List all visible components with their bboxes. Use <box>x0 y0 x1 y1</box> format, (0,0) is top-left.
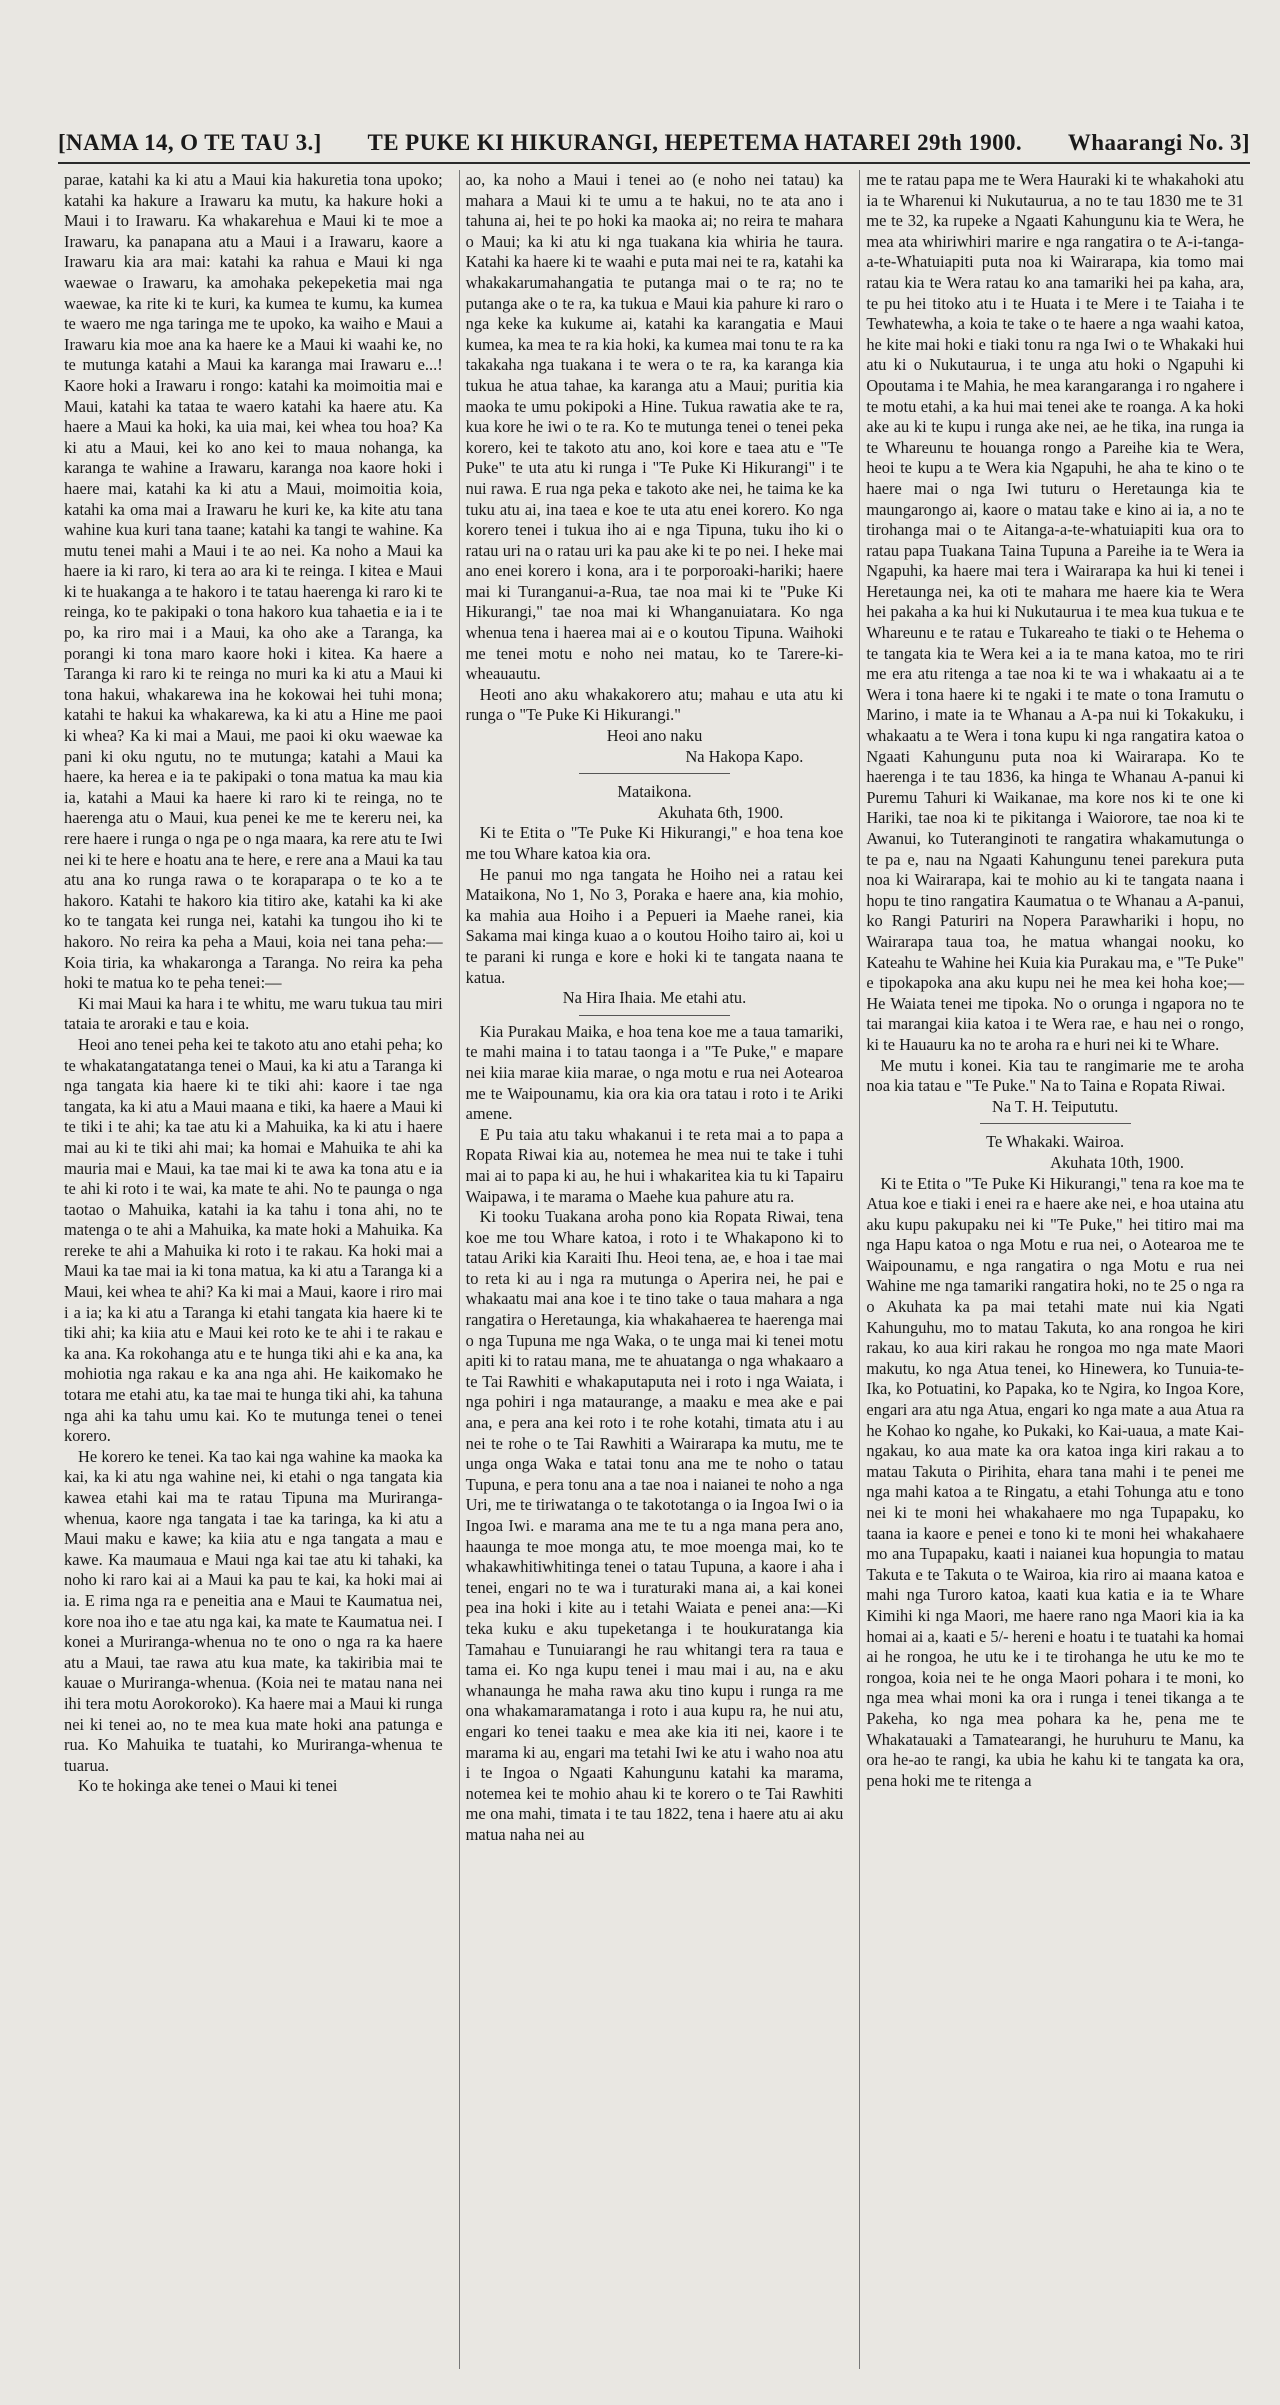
columns <box>58 170 1250 2369</box>
column-2 <box>459 170 850 2369</box>
signature: Na T. H. Teipututu. <box>991 1096 1119 1116</box>
letter-heading: Mataikona. <box>617 782 692 802</box>
paragraph: He panui mo nga tangata he Hoiho nei a ratau kei Mataikona, No 1, No 3, Poraka e haere ana, kia mohio, ka mahia aua Hoiho i a Pepueri ia Maehe ranei, kia Sakama mai kinga kuao a o koutou Hoiho tairo ai, koi u te parani ki runga e kore e hoki ki te tangata naana te katua. <box>465 864 844 987</box>
section-divider <box>579 1015 730 1016</box>
column-1 <box>58 170 449 2369</box>
column-3 <box>859 170 1250 2369</box>
letter-date: Akuhata 6th, 1900. <box>657 802 784 822</box>
header-issue: [NAMA 14, O TE TAU 3.] <box>58 130 322 155</box>
signature: Na Hira Ihaia. Me etahi atu. <box>562 988 747 1008</box>
page-header <box>58 124 1250 156</box>
letter-date: Akuhata 10th, 1900. <box>1050 1152 1184 1172</box>
header-rule <box>58 162 1250 164</box>
paragraph: He korero ke tenei. Ka tao kai nga wahine ka maoka ka kai, ka ki atu nga wahine nei, ki etahi o nga tangata kia kawea etahi kai ma te ratau Tipuna ma Muriranga-whenua, kaore nga tangata i tae ka taringa, ka ki atu a Maui maku e kawe; ka kiia atu e nga tangata a mau e kawe. Ka maumaua e Maui nga kai tae atu ki tahaki, ka noho ki raro kai ai a Maui ka pau te kai, ka hoki mai ai ia. E rima nga ra e peneitia ana e Maui te Kaumatua nei, kore noa iho e tae atu nga kai, ka mate te Kaumatua nei. I konei a Muriranga-whenua no te ono o nga ra ka haere atu a Maui, tae rawa atu kua mate, ka takiribia mai te kauae o Muriranga-whenua. (Koia nei te matau nana nei ihi tera motu Aorokoroko). Ka haere mai a Maui ki runga nei ki tenei ao, no te mea kua mate hoki ana patunga e rua. Ko Mahuika te tuatahi, ko Muriranga-whenua te tuarua. <box>64 1446 443 1775</box>
section-divider <box>579 773 730 774</box>
paragraph: Heoti ano aku whakakorero atu; mahau e uta atu ki runga o "Te Puke Ki Hikurangi." <box>465 684 844 725</box>
paragraph: Heoi ano tenei peha kei te takoto atu ano etahi peha; ko te whakatangatatanga tenei o Maui, ka ki atu a Taranga ki nga tangata kia haere ki te tiki ahi: kaore i tae nga tangata, ka ki atu a Maui maana e tiki, ka haere a Maui ki te tiki i te ahi; ka tae atu ki a Mahuika, ka ki atu i haere mai au ki te tiki ahi mai; ka homai e Mahuika te ahi ka mauria mai e Maui, ka tae mai ki te awa ka tona atu e ia te ahi ki roto i te wai, ka mate te ahi. No te paunga o nga taotao o Mahuika, katahi ia ka tahu i tona ahi, no te matenga o te ahi a Mahuika, ka mate hoki a Mahuika. Ka rereke te ahi a Mahuika ki roto i te rakau. Ka hoki mai a Maui ka tae mai ia ki tona matua, ka ki atu a Taranga ki a Maui, kei whea te ahi? Ka ki mai a Maui, kaore i riro mai i a ia; ka ki atu a Taranga ki etahi tangata kia haere ki te tiki ahi; ka kiia atu e Maui kei roto ke te ahi i te rakau e ka ana. Ka rokohanga atu e te hunga tiki ahi e ka ana, ka mohiotia nga rakau e ka ana nga ahi. He kaikomako he totara me etahi atu, ka tae mai te hunga tiki ahi, ka tahuna nga ahi ka tahu umu kai. Ko te mutunga tenei o tenei korero. <box>64 1034 443 1446</box>
paragraph: Ki te Etita o "Te Puke Ki Hikurangi," e hoa tena koe me tou Whare katoa kia ora. <box>465 823 844 863</box>
letter-heading: Te Whakaki. Wairoa. <box>986 1132 1125 1152</box>
paragraph: Kia Purakau Maika, e hoa tena koe me a taua tamariki, te mahi maina i to tatau taonga i a "Te Puke," e mapare nei kiia marae kiia marae, o nga motu e rua nei Aotearoa me te Waipounamu, kia ora kia ora tatau i roto i te Ariki amene. <box>465 1021 844 1124</box>
header-page-number: Whaarangi No. 3] <box>1067 130 1250 155</box>
paragraph: Ki tooku Tuakana aroha pono kia Ropata Riwai, tena koe me tou Whare katoa, i roto i te Whakapono ki to tatau Ariki kia Karaiti Ihu. Heoi tena, ae, e hoa i tae mai to reta ki au i nga ra mutunga o Aperira nei, he pai e whakaatu mai ana koe i te tino take o taua mahara a nga rangatira o Heretaunga, kia whakahaerea te haerenga mai o nga Tupuna me nga Waka, o te unga mai ki tenei motu apiti ki to ratau mana, me te ahuatanga o nga whakaaro a te Tai Rawhiti e whakaputaputa nei i roto i nga Waiata, i nga pohiri i nga mataurange, a maaku e mea ake e pai ana, e pera ana kei roto i te rohe kotahi, timata atu i au nei te rohe o te Tai Rawhiti a Wairarapa ka mutu, me te unga onga Waka e tatai tonu ana me te noho o tatau Tupuna, e pera tonu ana a tae noa i naianei te noho a nga Uri, me te tiriwatanga o te takototanga o ia Ingoa Iwi o ia Ingoa Iwi. e marama ana me te tu a nga mana pera ano, haaunga te moe monga atu, te moe moenga mai, ko te whakawhitiwhitinga tenei o tatau Tupuna, a kaore i aha i tenei, engari no te wa i turaturaki mana ai, a kai konei pea ina hoki i kite au i tetahi Waiata e penei ana:—Ki teka kuku e aku tupeketanga i te houkuratanga kia Tamahau e Tunuiarangi he rau whitangi tera ra taua e tama ei. Ko nga kupu tenei i mau mai i au, na e aku whanaunga he maha rawa aku tino kupu i runga ra me ona whakamaramatanga i roto i aua kupu ra, he nui atu, engari ko tenei taaku e mea ake kia iti nei, kaore i te marama ki au, engari ma tetahi Iwi ke atu i waho noa atu i te Ingoa o Ngaati Kahungunu katahi ka marama, notemea kei te mohio ahau ki te korero o te Tai Rawhiti me ona mahi, timata i te tau 1822, tena i haere atu ai aku matua naha nei au <box>465 1207 844 1844</box>
paragraph: Ki mai Maui ka hara i te whitu, me waru tukua tau miri tataia te aroraki e tau e koia. <box>64 993 443 1034</box>
header-title: TE PUKE KI HIKURANGI, HEPETEMA HATAREI 29th 1900. <box>367 130 1023 155</box>
section-divider <box>980 1123 1131 1124</box>
closing: Heoi ano naku <box>606 726 703 746</box>
paragraph: E Pu taia atu taku whakanui i te reta mai a to papa a Ropata Riwai kia au, notemea he mea nui te take i tuhi mai ai to papa ki au, he hui i whakaritea kia tu ki Tapairu Waipawa, i te marama o Maehe kua pahure atu ra. <box>465 1124 844 1206</box>
paragraph: Ko te hokinga ake tenei o Maui ki tenei <box>78 1776 338 1796</box>
paragraph: Me mutu i konei. Kia tau te rangimarie me te aroha noa kia tatau e "Te Puke." Na to Taina e Ropata Riwai. <box>866 1055 1244 1096</box>
paragraph: me te ratau papa me te Wera Hauraki ki te whakahoki atu ia te Wharenui ki Nukutaurua, a no te tau 1830 me te 31 me te 32, ka rupeke a Ngaati Kahungunu kia te Wera, he mea ata whiriwhiri marire e nga rangatira o te A-i-tanga-a-te-Whatuiapiti puta noa ki Wairarapa, kia tomo mai ratau kia te Wera ratau ko ana tamariki hei pa kaha, ara, te pu hei titoko atu i te Huata i te Mere i te Taiaha i te Tewhatewha, a koia te take o te haere a nga waahi katoa, he kite mai hoki e tiaki tonu ra nga Iwi o te Whakaki hui atu ki o Nukutaurua, i te unga atu hoki o Ngapuhi ki Opoutama i te Mahia, he mea karangaranga i ro ngahere i te motu etahi, a ka hui mai tenei ake te roanga. A ka hoki ake au ki te kupu i runga ake nei, ae he tika, ina runga ia te Whareunu te houanga rongo a Pareihe kia te Wera, heoi te kupu a te Wera kia Ngapuhi, he aha te kino o te haere mai o nga Iwi tuturu o Heretaunga kia te maungarongo ai, kaore o matau take e kino ai ia, a no te tirohanga mai o te Aitanga-a-te-whatuiapiti kua ora to ratau papa Tuakana Taina Tupuna a Pareihe ia te Wera ia Ngapuhi, ka haere mai tera i Wairarapa ka hui ki tenei i Heretaunga nei, ka oti te mahara me haere kia te Wera hei pakaha a ka hui ki Nukutaurua i te mea kua tukua e te Whareunu e te ratau e Tukareaho te tiaki o te Hehema o te tangata kia te Wera kei a ia te mana katoa, mo te riri me era atu ritenga a tae noa ki te wa i whakaatu ai a te Wera i tona haere ki te ngaki i te mate o tona Iramutu o Marino, i mate ia te Whanau a A-pa nui ki Tokakuku, i whakaatu a te Wera i tona kupu ki nga rangatira katoa o Ngaati Kahungunu puta noa ki Wairarapa. Ko te haerenga i te tau 1836, ka hinga te Whanau A-panui ki Puremu Tahuri ki Waikanae, ma kore nos ki te one ki Hariki, tae noa ki te pikitanga i Waiorore, tae noa ki te Awanui, ko Tuteranginoti te rangatira whakamutunga o te pa e, nau na Ngaati Kahungunu tenei parekura puta noa ki Wairarapa, kai te mohio au ki te tangata naana i hopu te tino rangatira Kaumatua o te Whanau a A-panui, ko Rangi Paturiri na Nopera Parawhariki i hopu, no Wairarapa taua toa, he matua whangai nooku, ko Kateahu te Wahine hei Kuia kia Purakau ma, e "Te Puke" e tipokapoka ana aku kupu nei he mea kei hoha koe;—He Waiata tenei me tipoka. No o orunga i ngapora no te tai marangai kiia katoa i te Wera rae, e hau nei o rongo, ki te Hauauru ka no te aroha ra e huri nei ki te Whare. <box>866 170 1244 1054</box>
paragraph: Ki te Etita o "Te Puke Ki Hikurangi," tena ra koe ma te Atua koe e tiaki i enei ra e haere ake nei, e hoa utaina atu aku kupu pakupaku nei ki "Te Puke," hei titiro mai ma nga Hapu katoa o nga Motu e rua nei, o Aotearoa me te Waipounamu, e nga rangatira o nga Motu e rua nei Wahine me nga tamariki rangatira hoki, no te 25 o nga ra o Akuhata ka pa mai tetahi mate nui kia Ngati Kahunguhu, mo to matau Takuta, ko ana rongoa he kiri rakau, ko aua kiri rakau he rongoa mo nga mate Maori makutu, ko nga Atua tenei, ko Hinewera, ko Tunuia-te-Ika, ko Potuatini, ko Papaka, ko te Ngira, ko Ingoa Kore, engari ara atu nga Atua, engari ko nga mate a aua Atua ra he Kohao ko ngahe, ko Pukaki, ko Kai-uaua, a mate Kai-ngakau, ko aua mate ka ora katoa inga kiri rakau a to matau Takuta o Pirihita, ehara tana mahi i te penei me nga mahi katoa a te Ringatu, a etahi Tohunga atu e tono nei ki te moni hei whakahaere mo nga Tupapaku, ko taana ia kaore e penei e tono ki te moni hei whakahaere mo ana Tupapaku, kaati i naianei kua hopungia to matau Takuta e te Takuta o te Wairoa, kia riro ai maana katoa e mahi nga Turoro katoa, kaati kua katia e ia te Whare Kimihi ki nga Maori, me haere rano nga Maori kia ia ka homai ai a, kaati e 5/- hereni e hoatu i te tuatahi ka homai ai he rongoa, he utu ke i te tirohanga he utu ke mo te rongoa, koia nei te he onga Maori pohara i te moni, ko nga mea whai moni ka ora i runga i tenei tikanga a te Pakeha, ko nga mea pohara ka he, pena me te Whakatauaki a Tamatearangi, he huruhuru te Manu, ka ora he-ao te rangi, ka ubia he kahu ki te tangata ka ora, pena hoki me te ritenga a <box>866 1173 1244 1790</box>
signature: Na Hakopa Kapo. <box>685 746 804 766</box>
paragraph: ao, ka noho a Maui i tenei ao (e noho nei tatau) ka mahara a Maui ki te umu a te hakui, no te ata ano i tahuna ai, hei te po hoki ka maoka ai; no reira te mahara o Maui; ka ki atu ki nga tuakana kia whiria he taura. Katahi ka haere ki te waahi e puta mai nei te ra, katahi ka whakakarumahangatia te putanga mai o te ra; no te putanga ake o te ra, ka tukua e Maui kia pahure ki raro o nga keke ka kukume ai, katahi ka karangatia e Maui kumea, ka mea te ra kia hoki, ka kumea mai tonu te ra ka takakaha nga tuakana i te wera o te ra, ka karanga kia tukua he atua tahae, ka karanga atu a Maui; puritia kia maoka te umu pokipoki a Hine. Tukua rawatia ake te ra, kua kore he iwi o te ra. Ko te mutunga tenei o tenei peka korero, kei te takoto atu ano, koi kore e taea atu e "Te Puke" te uta atu ki runga i "Te Puke Ki Hikurangi" i te nui rawa. E rua nga peka e takoto ake nei, he taima ke ka tuku atu ai, ina taea e koe te uta atu enei korero. Ko nga korero tenei i tukua iho ai e nga Tipuna, tuku iho ki o ratau uri na o ratau uri ka pau ake ki te po nei. I heke mai ano enei korero i kona, ara i te porporoaki-hariki; haere mai ki Turanganui-a-Rua, tae noa mai ki te "Puke Ki Hikurangi," tae noa mai ki Whanganuiatara. Ko nga whenua tena i haerea mai ai e o koutou Tipuna. Waihoki me tenei motu e noho nei matau, ko te Tarere-ki-wheauautu. <box>465 170 844 684</box>
paragraph: parae, katahi ka ki atu a Maui kia hakuretia tona upoko; katahi ka hakure a Irawaru ka mutu, ka hakure hoki a Maui i to Irawaru. Ka whakarehua e Maui ki te moe a Irawaru, ka panapana atu a Maui i a Irawaru, kaore a Irawaru kia ara mai: katahi ka rahua e Maui ki nga waewae o Irawaru, ka amohaka pekepeketia mai nga waewae, ka rite ki te kuri, ka kumea te kumu, ka kumea te waero me nga taringa me te upoko, ka waiho e Maui a Irawaru kia moe ana ka haere ke a Maui ki waahi ke, no te mutunga katahi a Maui ka karanga mai Irawaru e...! Kaore hoki a Irawaru i rongo: katahi ka moimoitia mai e Maui, katahi ka tataa te waero katahi ka haere atu. Ka haere a Maui ka hoki, ka uia mai, kei whea tou hoa? Ka ki atu a Maui, kei ko ano kei to maua nohanga, ka karanga te wahine a Irawaru, karanga noa kaore hoki i haere mai, katahi ka ki atu a Maui, moimoitia koia, katahi ka oma mai a Irawaru he kuri ke, ka kite atu tana wahine kua kuri tana taane; katahi ka tangi te wahine. Ka mutu tenei mahi a Maui i te ao nei. Ka noho a Maui ka haere ia ki raro, ki tera ao ara ki te reinga. I kitea e Maui ki te huakanga a te hakoro i te tatau haerenga ki raro ki te reinga, ko te pakipaki o tona hakoro kua tahaetia e ia i te po, ka riro mai i a Maui, ka oho ake a Taranga, ka porangi ki tona maro kaore hoki i kitea. Ka haere a Taranga ki raro ki te reinga no muri ka ki atu a Maui ki tona hakui, whakarewa ina he kokowai hei tuhi mona; katahi te hakui ka whakarewa, ka ki atu a Hine me paoi ki whea? Ka ki mai a Maui, me paoi ki oku waewae ka pani ki oku ngutu, no te mutunga; katahi a Maui ka haere, ka herea e ia te pakipaki o tona matua ka mau kia ia, katahi a Maui ka haere ki raro ki te reinga, no te haerenga atu o Maui, kua penei ke me te kereru nei, ka rere haere i runga o nga pe o nga maara, ka rere atu te Iwi nei ki te here e hoatu ana te here, e rere ana a Maui ka tau atu ana ko runga rawa o te koraparapa o te ko a te hakoro. Katahi te hakoro kia titiro ake, katahi ka ki ake ko te tangata kei runga nei, katahi ka tungou iho ki te hakoro. No reira ka peha a Maui, koia nei tana peha:— Koia tiria, ka whakaronga a Taranga. No reira ka peha hoki te matua ko te peha tenei:— <box>64 170 443 993</box>
